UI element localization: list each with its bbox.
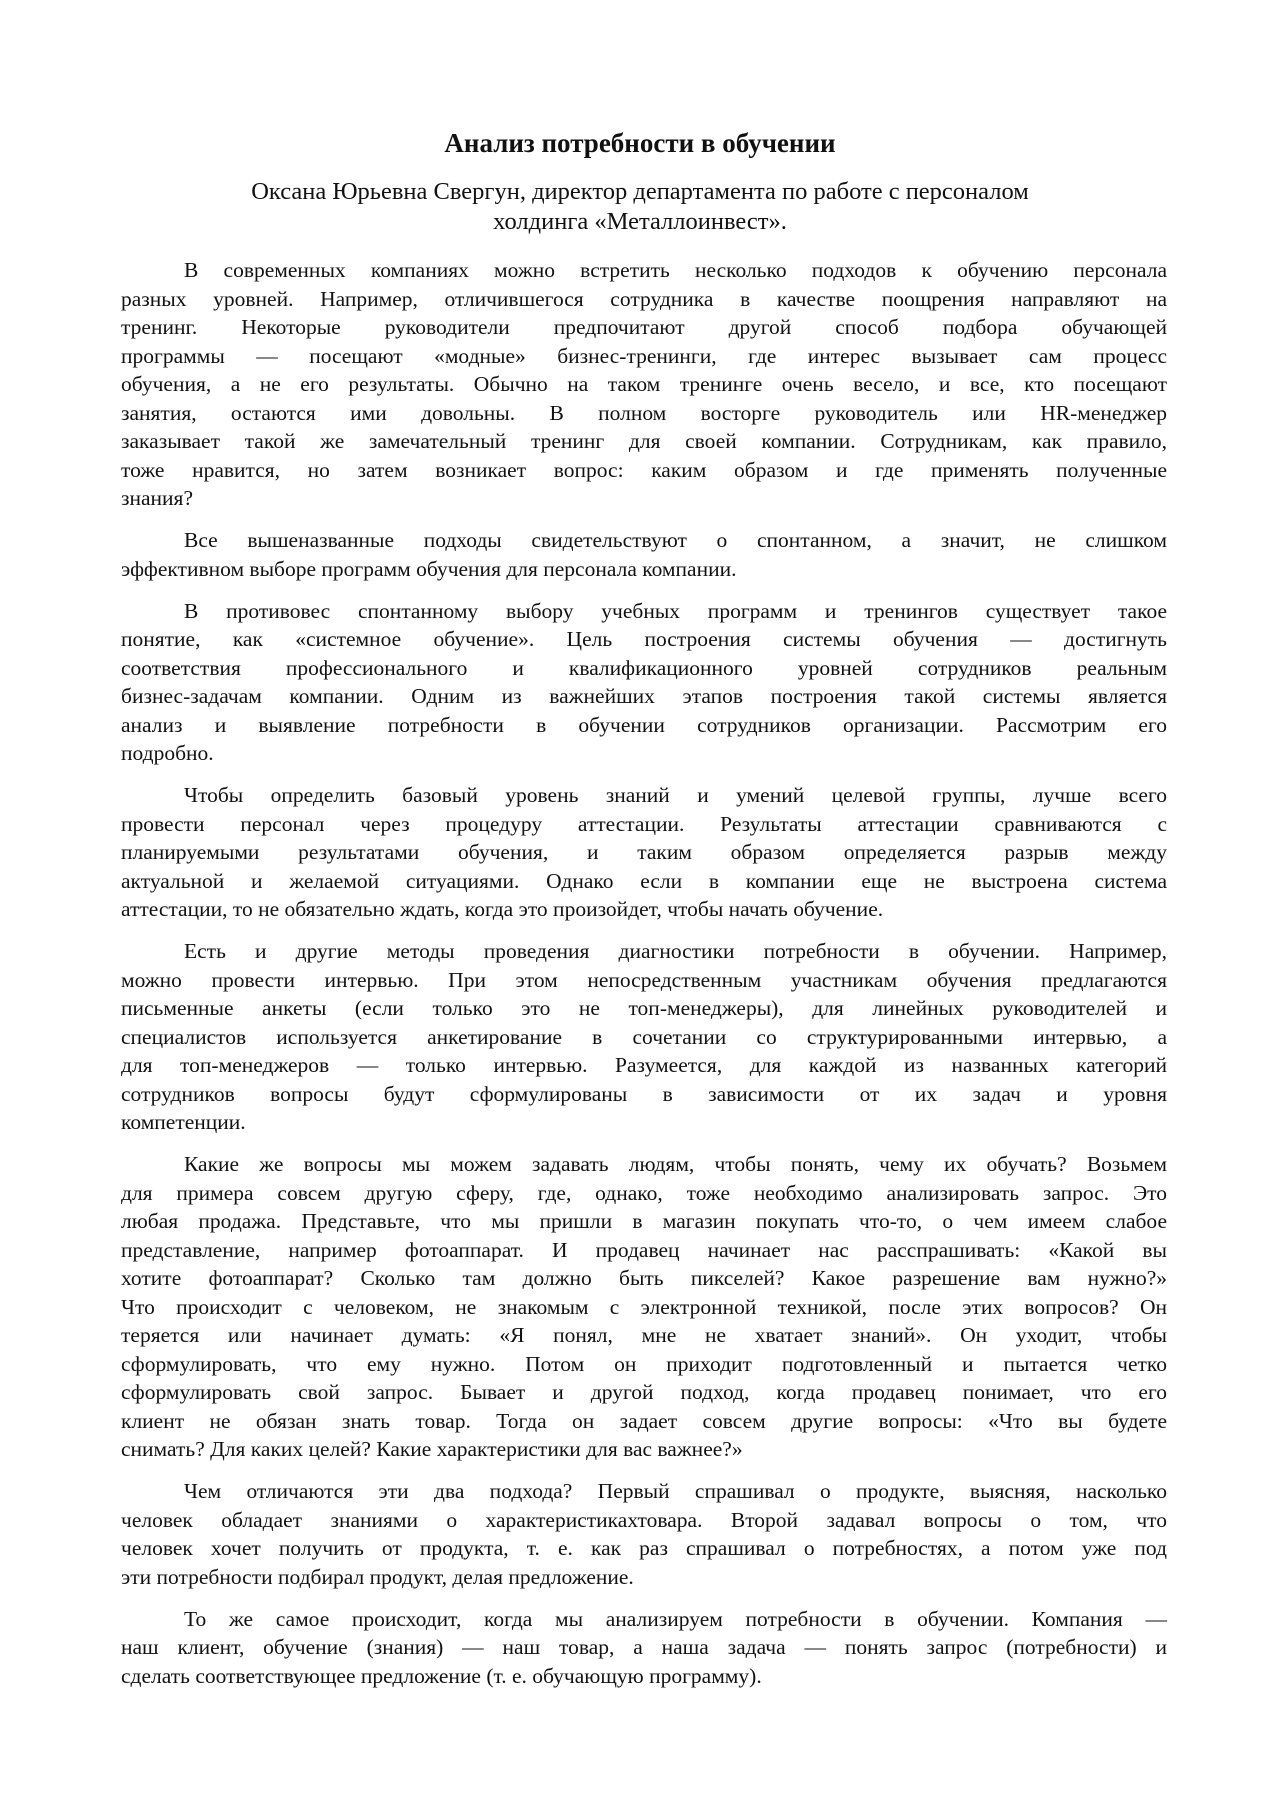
text-line: Есть и другие методы проведения диагностики потребности в обучении. Например, (184, 939, 1167, 963)
text-line: бизнес-задачам компании. Одним из важнейших этапов построения такой системы является (121, 684, 1167, 708)
text-line: человек хочет получить от продукта, т. е. как раз спрашивал о потребностях, а потом уже под (121, 1536, 1167, 1560)
text-line: для топ-менеджеров — только интервью. Разумеется, для каждой из названных категорий (121, 1053, 1167, 1077)
text-line: аттестации, то не обязательно ждать, когда это произойдет, чтобы начать обучение. (121, 897, 884, 921)
text-line: программы — посещают «модные» бизнес-тренинги, где интерес вызывает сам процесс (121, 343, 1167, 368)
text-line: Чем отличаются эти два подхода? Первый спрашивал о продукте, выясняя, насколько (184, 1479, 1167, 1503)
author-byline-line: Оксана Юрьевна Свергун, директор департамента по работе с персоналом (251, 178, 1029, 205)
text-line: клиент не обязан знать товар. Тогда он задает совсем другие вопросы: «Что вы будете (121, 1408, 1167, 1433)
text-line: В современных компаниях можно встретить несколько подходов к обучению персонала (184, 258, 1167, 282)
text-line: понятие, как «системное обучение». Цель построения системы обучения — достигнуть (121, 627, 1167, 651)
text-line: Чтобы определить базовый уровень знаний и умений целевой группы, лучше всего (184, 783, 1167, 807)
text-line: актуальной и желаемой ситуациями. Однако если в компании еще не выстроена система (121, 868, 1167, 893)
text-line: тоже нравится, но затем возникает вопрос: каким образом и где применять полученные (121, 457, 1167, 482)
text-line: специалистов используется анкетирование в сочетании со структурированными интервью, а (121, 1024, 1167, 1049)
text-line: теряется или начинает думать: «Я понял, мне не хватает знаний». Он уходит, чтобы (121, 1323, 1167, 1347)
text-line: представление, например фотоаппарат. И продавец начинает нас расспрашивать: «Какой вы (121, 1237, 1167, 1262)
text-line: занятия, остаются ими довольны. В полном восторге руководитель или HR-менеджер (121, 400, 1167, 425)
text-line: эффективном выборе программ обучения для персонала компании. (121, 556, 737, 581)
text-line: наш клиент, обучение (знания) — наш товар, а наша задача — понять запрос (потребности) и (121, 1635, 1167, 1659)
paragraph (121, 1605, 1167, 1691)
text-line: планируемыми результатами обучения, и таким образом определяется разрыв между (121, 840, 1167, 864)
text-line: анализ и выявление потребности в обучении сотрудников организации. Рассмотрим его (121, 712, 1167, 737)
text-line: человек обладает знаниями о характеристикахтовара. Второй задавал вопросы о том, что (121, 1507, 1167, 1532)
text-line: хотите фотоаппарат? Сколько там должно быть пикселей? Какое разрешение вам нужно?» (121, 1266, 1167, 1290)
paragraph (121, 1477, 1167, 1591)
paragraph (121, 526, 1167, 583)
text-line: разных уровней. Например, отличившегося сотрудника в качестве поощрения направляют на (121, 286, 1167, 311)
paragraph (121, 781, 1167, 924)
text-line: для примера совсем другую сферу, где, однако, тоже необходимо анализировать запрос. Это (121, 1180, 1167, 1205)
text-line: снимать? Для каких целей? Какие характеристики для вас важнее?» (121, 1437, 743, 1461)
text-line: эти потребности подбирал продукт, делая предложение. (121, 1564, 634, 1589)
author-byline-line: холдинга «Металлоинвест». (493, 208, 787, 235)
paragraph (121, 937, 1167, 1137)
text-line: заказывает такой же замечательный тренинг для своей компании. Сотрудникам, как правило, (121, 429, 1167, 453)
author-byline (150, 177, 1130, 237)
text-line: сделать соответствующее предложение (т. е. обучающую программу). (121, 1663, 762, 1688)
paragraph (121, 597, 1167, 768)
text-line: обучения, а не его результаты. Обычно на таком тренинге очень весело, и все, кто посещают (121, 372, 1167, 396)
text-line: В противовес спонтанному выбору учебных программ и тренингов существует такое (184, 598, 1167, 623)
text-line: сотрудников вопросы будут сформулированы в зависимости от их задач и уровня (121, 1081, 1167, 1106)
text-line: можно провести интервью. При этом непосредственным участникам обучения предлагаются (121, 967, 1167, 992)
paragraph (121, 1150, 1167, 1464)
text-line: сформулировать, что ему нужно. Потом он приходит подготовленный и пытается четко (121, 1351, 1167, 1376)
text-line: провести персонал через процедуру аттестации. Результаты аттестации сравниваются с (121, 811, 1167, 836)
text-line: сформулировать свой запрос. Бывает и другой подход, когда продавец понимает, что его (121, 1380, 1167, 1404)
paragraph (121, 256, 1167, 513)
text-line: То же самое происходит, когда мы анализируем потребности в обучении. Компания — (184, 1606, 1167, 1631)
text-line: письменные анкеты (если только это не топ-менеджеры), для линейных руководителей и (121, 996, 1167, 1020)
text-line: любая продажа. Представьте, что мы пришли в магазин покупать что-то, о чем имеем слабое (121, 1209, 1167, 1233)
document-body (121, 256, 1167, 1704)
text-line: подробно. (121, 741, 214, 765)
text-line: Все вышеназванные подходы свидетельствуют о спонтанном, а значит, не слишком (184, 528, 1167, 552)
text-line: Какие же вопросы мы можем задавать людям, чтобы понять, чему их обучать? Возьмем (184, 1152, 1167, 1176)
text-line: Что происходит с человеком, не знакомым с электронной техникой, после этих вопросов? Он (121, 1294, 1167, 1319)
text-line: тренинг. Некоторые руководители предпочитают другой способ подбора обучающей (121, 315, 1167, 339)
text-line: компетенции. (121, 1110, 246, 1134)
text-line: соответствия профессионального и квалификационного уровней сотрудников реальным (121, 655, 1167, 680)
text-line: знания? (121, 486, 193, 510)
document-title: Анализ потребности в обучении (444, 128, 836, 158)
